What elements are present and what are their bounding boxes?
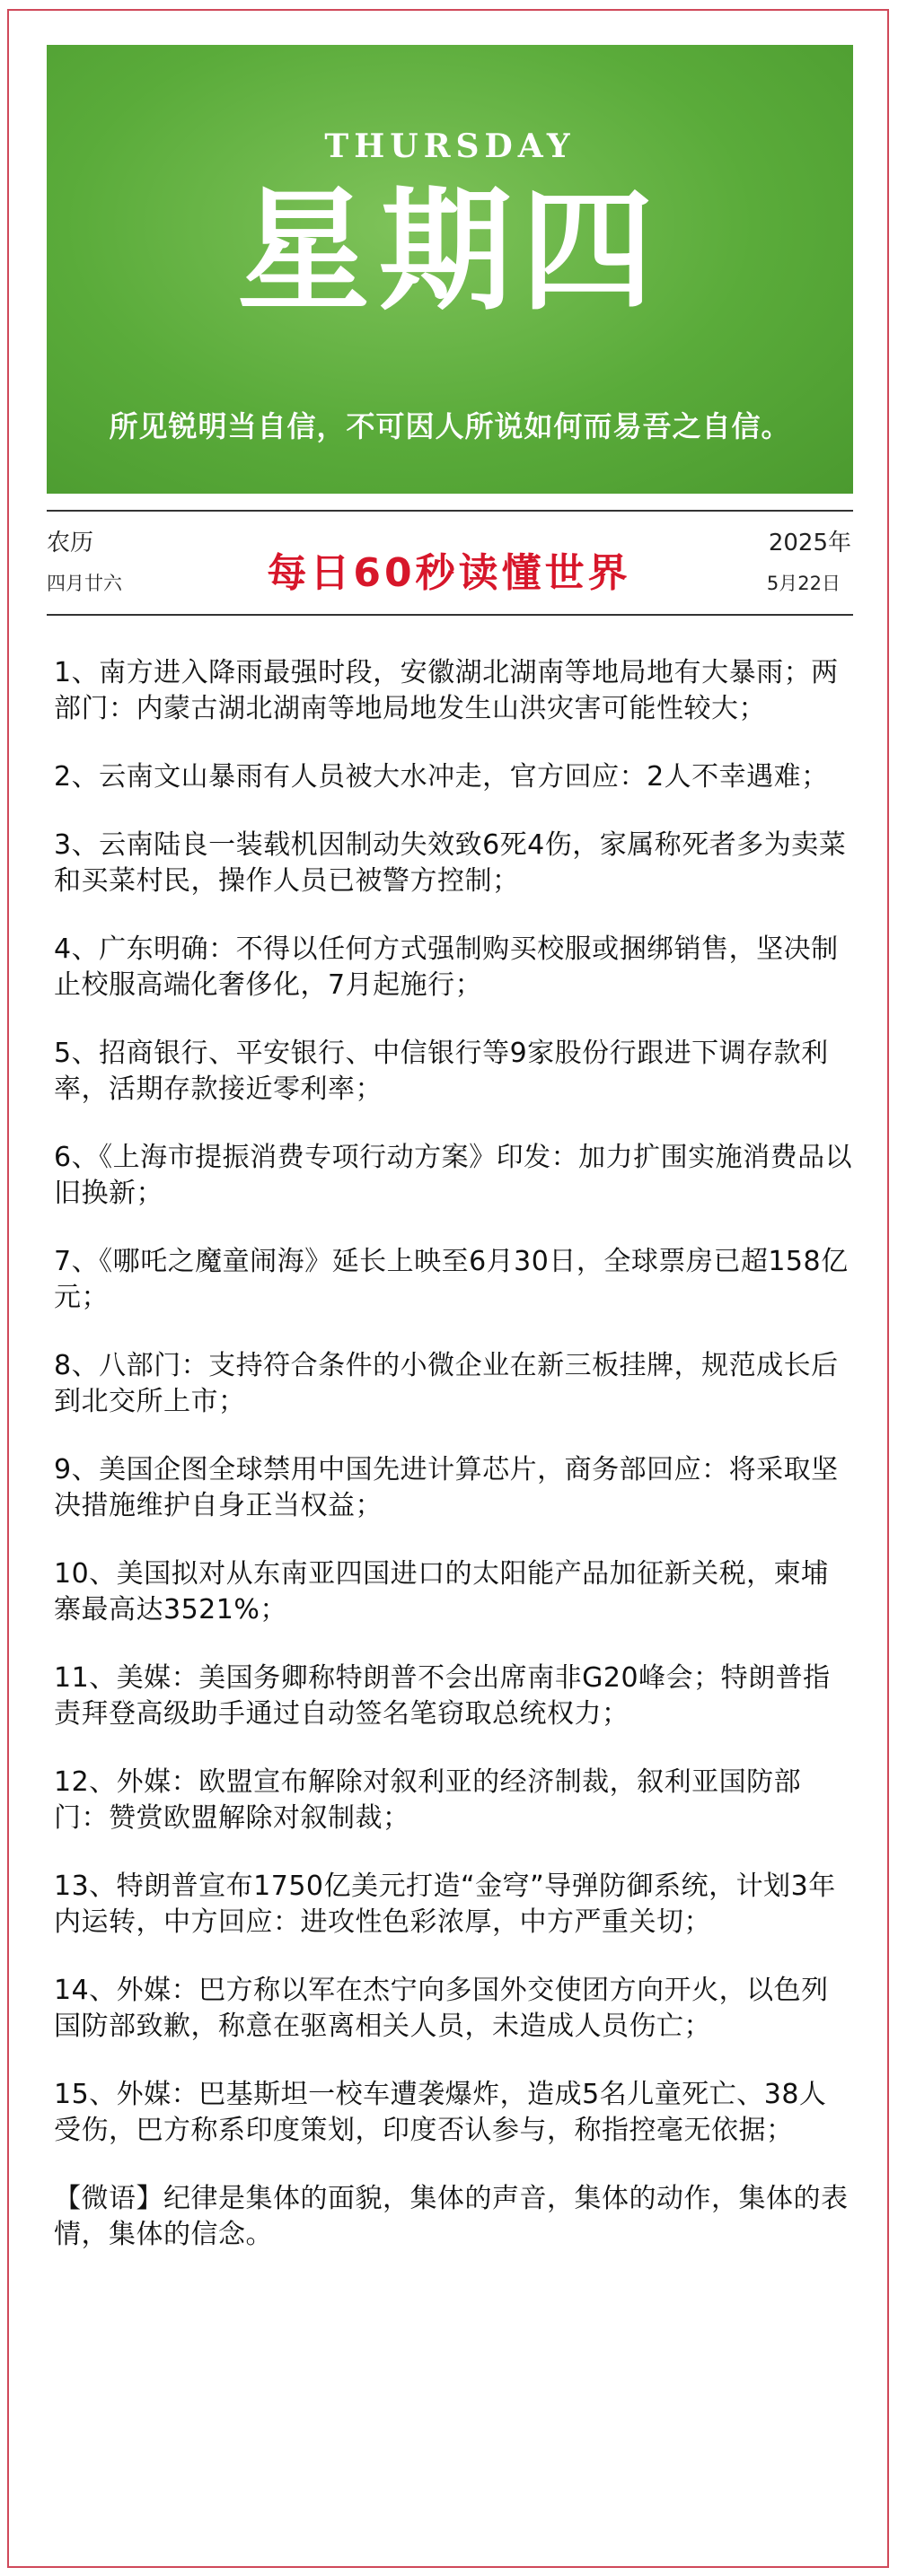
weekday-chinese: 星期四: [237, 172, 663, 329]
news-list: [54, 655, 853, 2280]
lunar-label: 农历: [47, 530, 94, 556]
news-item: 2、云南文山暴雨有人员被大水冲走，官方回应：2人不幸遇难；: [54, 761, 829, 793]
news-item: 11、美媒：美国务卿称特朗普不会出席南非G20峰会；特朗普指责拜登高级助手通过自动签名笔窃取总统权力；: [54, 1662, 831, 1730]
news-item: 15、外媒：巴基斯坦一校车遭袭爆炸，造成5名儿童死亡、38人受伤，巴方称系印度策划，印度否认参与，称指控毫无依据；: [54, 2079, 827, 2146]
news-item: 10、美国拟对从东南亚四国进口的太阳能产品加征新关税，柬埔寨最高达3521%；: [54, 1558, 829, 1625]
news-item: 14、外媒：巴方称以军在杰宁向多国外交使团方向开火，以色列国防部致歉，称意在驱离相关人员，未造成人员伤亡；: [54, 1975, 829, 2042]
weekday-banner: [47, 45, 853, 494]
lunar-date: 四月廿六: [47, 573, 122, 594]
header-divider: [47, 614, 853, 616]
top-divider: [47, 510, 853, 512]
banner-quote: 所见锐明当自信，不可因人所说如何而易吾之自信。: [109, 409, 791, 443]
news-item: 1、南方进入降雨最强时段，安徽湖北湖南等地局地有大暴雨；两部门：内蒙古湖北湖南等地局地发生山洪灾害可能性较大；: [54, 657, 839, 724]
news-item: 5、招商银行、平安银行、中信银行等9家股份行跟进下调存款利率，活期存款接近零利率；: [54, 1038, 829, 1105]
year-label: 2025年: [768, 530, 851, 556]
news-item: 13、特朗普宣布1750亿美元打造“金穹”导弹防御系统，计划3年内运转，中方回应：进攻性色彩浓厚，中方严重关切；: [54, 1871, 836, 1938]
news-item: 6、《上海市提振消费专项行动方案》印发：加力扩围实施消费品以旧换新；: [54, 1142, 853, 1209]
news-item: 7、《哪吒之魔童闹海》延长上映至6月30日，全球票房已超158亿元；: [54, 1246, 849, 1313]
news-item: 3、云南陆良一装载机因制动失效致6死4伤，家属称死者多为卖菜和买菜村民，操作人员已被警方控制；: [54, 829, 847, 897]
news-item: 8、八部门：支持符合条件的小微企业在新三板挂牌，规范成长后到北交所上市；: [54, 1350, 839, 1417]
page-title: 每日60秒读懂世界: [267, 550, 631, 596]
news-item: 4、广东明确：不得以任何方式强制购买校服或捆绑销售，坚决制止校服高端化奢侈化，7月起施行；: [54, 933, 839, 1001]
footer-quote: 【微语】纪律是集体的面貌，集体的声音，集体的动作，集体的表情，集体的信念。: [54, 2183, 849, 2250]
date-label: 5月22日: [766, 573, 841, 594]
news-item: 12、外媒：欧盟宣布解除对叙利亚的经济制裁，叙利亚国防部门：赞赏欧盟解除对叙制裁；: [54, 1766, 802, 1834]
news-item: 9、美国企图全球禁用中国先进计算芯片，商务部回应：将采取坚决措施维护自身正当权益；: [54, 1454, 839, 1521]
weekday-english: THURSDAY: [324, 127, 576, 165]
